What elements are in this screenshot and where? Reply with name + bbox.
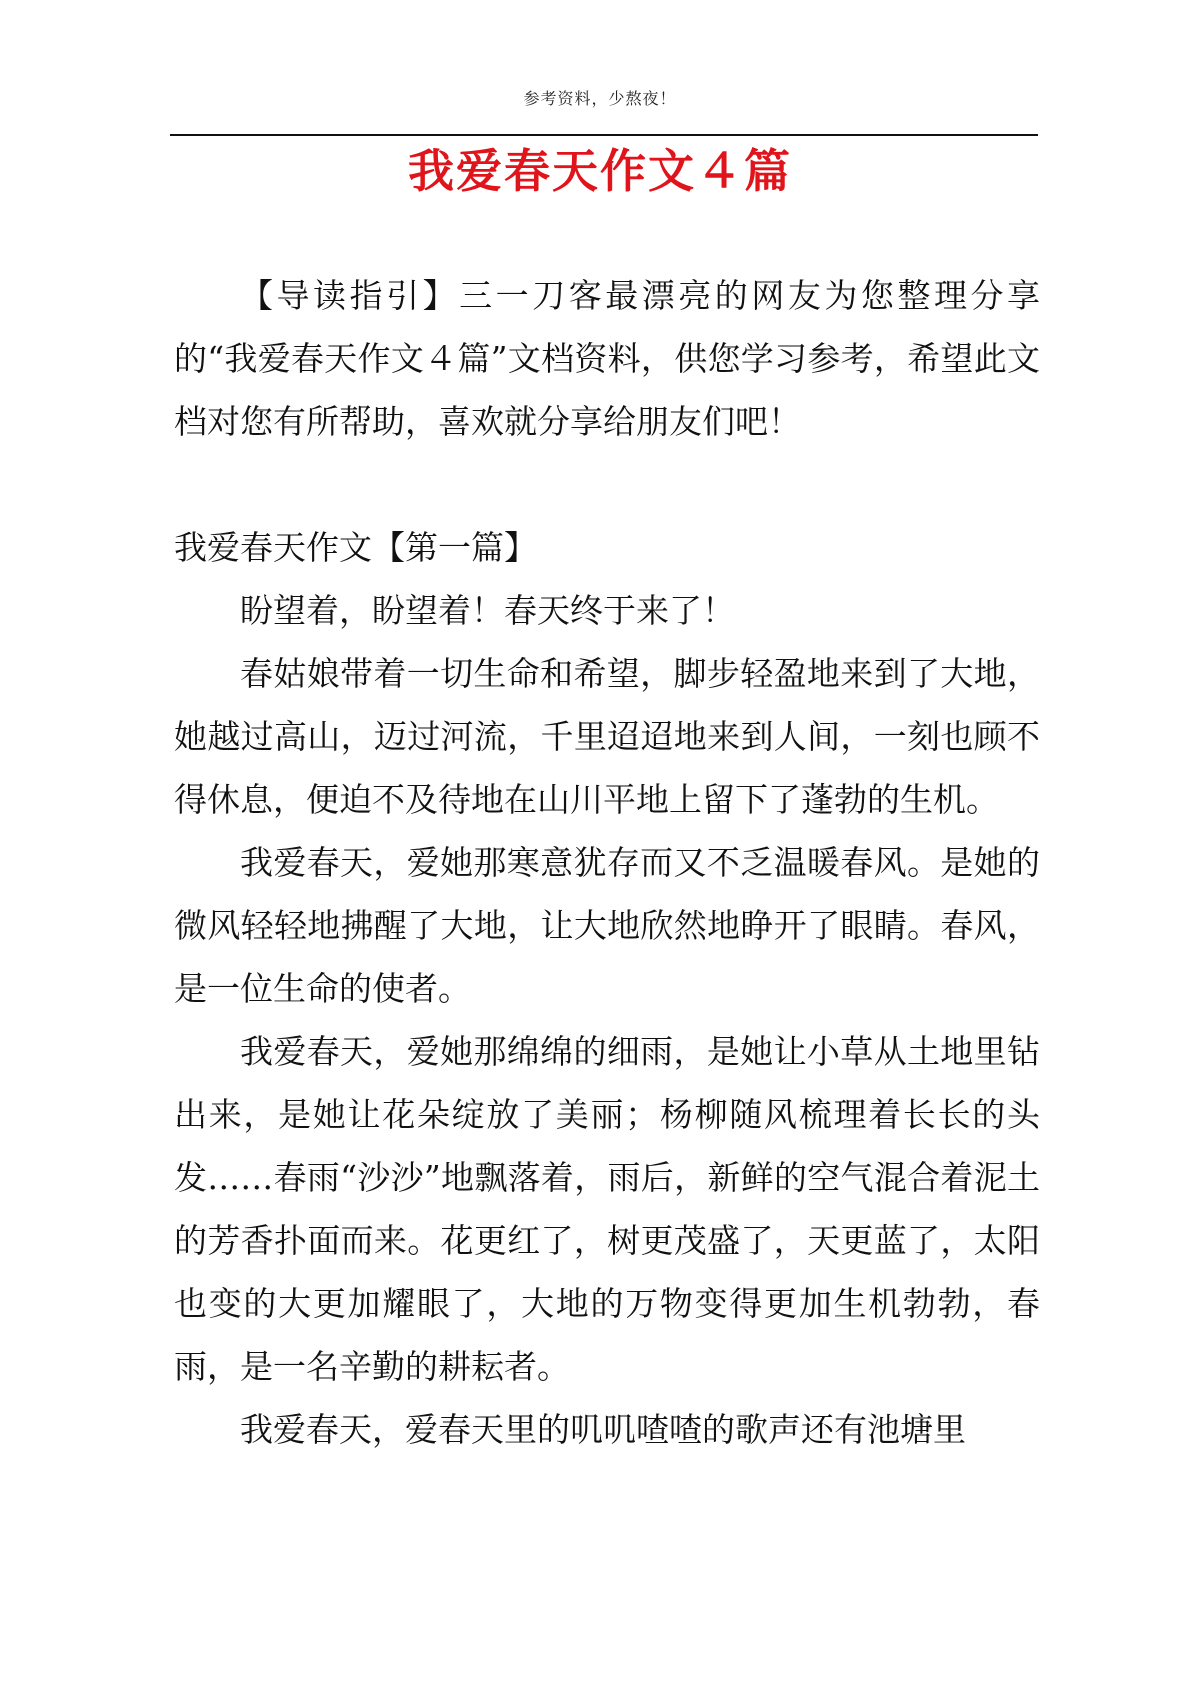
paragraph-spacer <box>174 453 1040 516</box>
document-body <box>174 264 1040 1461</box>
body-paragraph: 我爱春天，爱她那寒意犹存而又不乏温暖春风。是她的微风轻轻地拂醒了大地，让大地欣然地睁开了眼睛。春风，是一位生命的使者。 <box>174 843 1040 1008</box>
header-divider <box>170 134 1038 136</box>
body-paragraph: 春姑娘带着一切生命和希望，脚步轻盈地来到了大地，她越过高山，迈过河流，千里迢迢地来到人间，一刻也顾不得休息，便迫不及待地在山川平地上留下了蓬勃的生机。 <box>174 654 1040 819</box>
document-title: 我爱春天作文４篇 <box>408 144 792 198</box>
body-paragraph: 我爱春天，爱春天里的叽叽喳喳的歌声还有池塘里 <box>240 1410 966 1449</box>
header-note: 参考资料，少熬夜！ <box>523 89 677 108</box>
intro-paragraph: 【导读指引】三一刀客最漂亮的网友为您整理分享的“我爱春天作文４篇”文档资料，供您学习参考，希望此文档对您有所帮助，喜欢就分享给朋友们吧！ <box>174 276 1040 441</box>
body-paragraph: 我爱春天，爱她那绵绵的细雨，是她让小草从土地里钻出来，是她让花朵绽放了美丽；杨柳随风梳理着长长的头发……春雨“沙沙”地飘落着，雨后，新鲜的空气混合着泥土的芳香扑面而来。花更红了，树更茂盛了，天更蓝了，太阳也变的大更加耀眼了，大地的万物变得更加生机勃勃，春雨，是一名辛勤的耕耘者。 <box>174 1032 1040 1386</box>
body-paragraph: 盼望着，盼望着！春天终于来了！ <box>240 591 735 630</box>
section-heading: 我爱春天作文【第一篇】 <box>174 528 537 567</box>
